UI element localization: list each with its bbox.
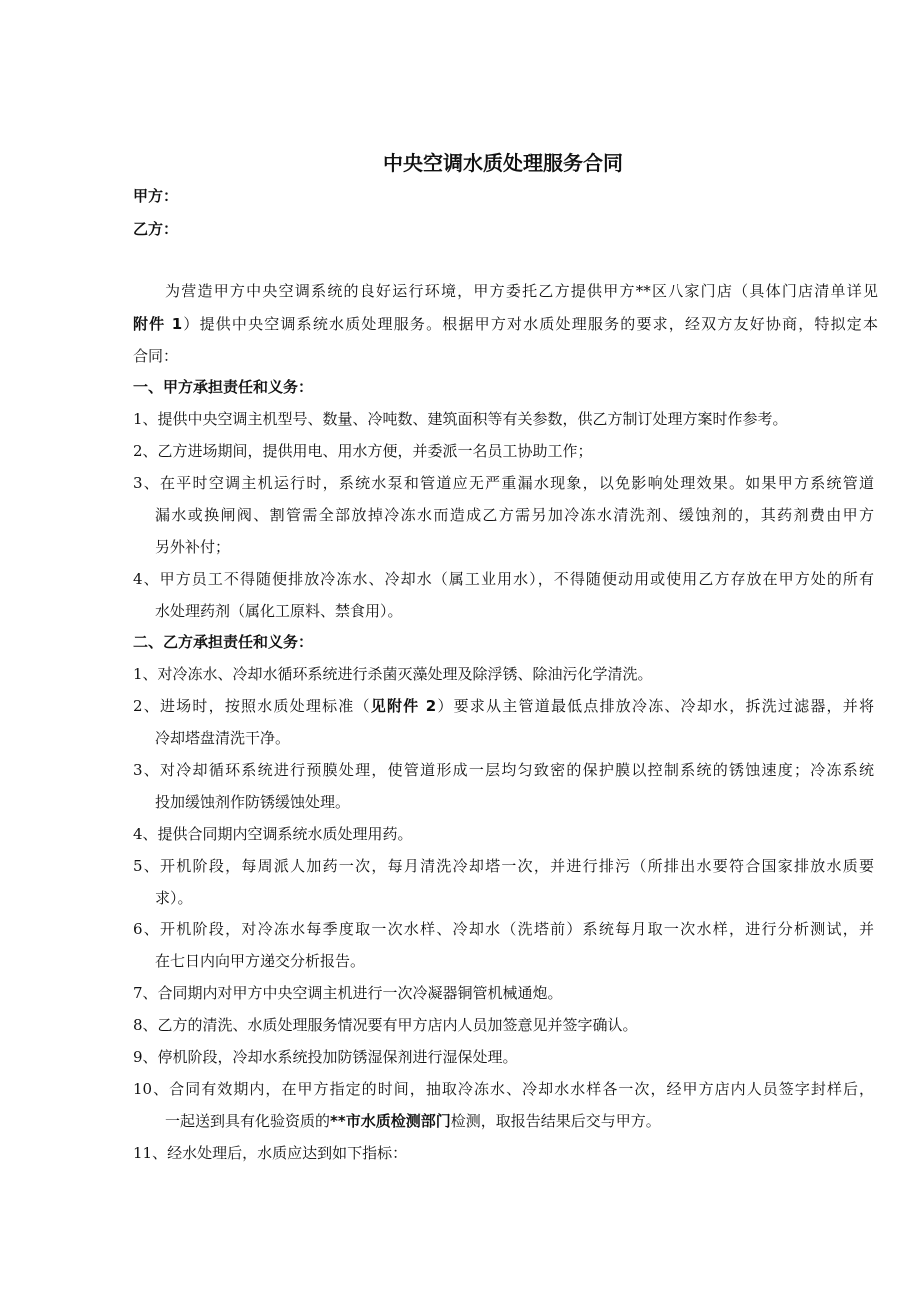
party-b-label: 乙方： bbox=[133, 220, 179, 238]
s2-item-3-line-2: 投加缓蚀剂作防锈缓蚀处理。 bbox=[155, 793, 351, 811]
s2-item-5-line-2: 求）。 bbox=[155, 889, 193, 907]
s2-item-10-text-b: 检测，取报告结果后交与甲方。 bbox=[450, 1112, 661, 1130]
s2-item-4: 4、提供合同期内空调系统水质处理用药。 bbox=[133, 825, 413, 843]
s2-item-6-line-1: 6、开机阶段，对冷冻水每季度取一次水样、冷却水（洗塔前）系统每月取一次水样，进行分析测试，并 bbox=[133, 920, 874, 938]
s2-item-10-line-2 bbox=[165, 1110, 661, 1131]
s1-item-3-line-1: 3、在平时空调主机运行时，系统水泵和管道应无严重漏水现象，以免影响处理效果。如果甲方系统管道 bbox=[133, 474, 874, 492]
s1-item-3-line-3: 另外补付； bbox=[155, 538, 231, 556]
s2-item-10-text-a: 一起送到具有化验资质的 bbox=[165, 1112, 331, 1130]
s2-item-2-line-2: 冷却塔盘清洗干净。 bbox=[155, 729, 291, 747]
s1-item-3-line-2: 漏水或换闸阀、割管需全部放掉冷冻水而造成乙方需另加冷冻水清洗剂、缓蚀剂的，其药剂费由甲方 bbox=[155, 506, 874, 524]
s1-item-4-line-2: 水处理药剂（属化工原料、禁食用）。 bbox=[155, 602, 403, 620]
s2-item-5-line-1: 5、开机阶段，每周派人加药一次，每月清洗冷却塔一次，并进行排污（所排出水要符合国家排放水质要 bbox=[133, 857, 874, 875]
s2-item-8: 8、乙方的清洗、水质处理服务情况要有甲方店内人员加签意见并签字确认。 bbox=[133, 1016, 638, 1034]
intro-line-2 bbox=[133, 313, 878, 334]
s2-item-10-line-1: 10、合同有效期内，在甲方指定的时间，抽取冷冻水、冷却水水样各一次，经甲方店内人员签字封样后， bbox=[133, 1080, 874, 1098]
intro-line-3: 合同： bbox=[133, 347, 179, 365]
s1-item-2: 2、乙方进场期间，提供用电、用水方便，并委派一名员工协助工作； bbox=[133, 442, 593, 460]
s2-item-2-text-b: ）要求从主管道最低点排放冷冻、冷却水，拆洗过滤器，并将 bbox=[436, 697, 874, 715]
s2-item-2-line-1 bbox=[133, 695, 874, 716]
testing-department: **市水质检测部门 bbox=[330, 1112, 451, 1130]
s2-item-6-line-2: 在七日内向甲方递交分析报告。 bbox=[155, 952, 366, 970]
s2-item-9: 9、停机阶段，冷却水系统投加防锈湿保剂进行湿保处理。 bbox=[133, 1048, 518, 1066]
s2-item-1: 1、对冷冻水、冷却水循环系统进行杀菌灭藻处理及除浮锈、除油污化学清洗。 bbox=[133, 665, 653, 683]
intro-line-1: 为营造甲方中央空调系统的良好运行环境，甲方委托乙方提供甲方**区八家门店（具体门店清单详见 bbox=[165, 282, 878, 300]
s1-item-1: 1、提供中央空调主机型号、数量、冷吨数、建筑面积等有关参数，供乙方制订处理方案时作参考。 bbox=[133, 410, 788, 428]
party-a-label: 甲方： bbox=[133, 187, 179, 205]
attachment-1-ref: 附件 1 bbox=[133, 315, 183, 333]
s2-item-2-text-a: 2、进场时，按照水质处理标准（ bbox=[133, 697, 371, 715]
attachment-2-ref: 见附件 2 bbox=[370, 697, 437, 715]
s1-item-4-line-1: 4、甲方员工不得随便排放冷冻水、冷却水（属工业用水），不得随便动用或使用乙方存放在甲方处的所有 bbox=[133, 570, 874, 588]
contract-title: 中央空调水质处理服务合同 bbox=[383, 151, 623, 175]
s2-item-3-line-1: 3、对冷却循环系统进行预膜处理，使管道形成一层均匀致密的保护膜以控制系统的锈蚀速度；冷冻系统 bbox=[133, 761, 874, 779]
s2-item-11: 11、经水处理后，水质应达到如下指标： bbox=[133, 1144, 408, 1162]
intro-line-2-text: ）提供中央空调系统水质处理服务。根据甲方对水质处理服务的要求，经双方友好协商，特拟定本 bbox=[182, 315, 878, 333]
section-1-heading: 一、甲方承担责任和义务： bbox=[133, 378, 314, 396]
s2-item-7: 7、合同期内对甲方中央空调主机进行一次冷凝器铜管机械通炮。 bbox=[133, 984, 563, 1002]
section-2-heading: 二、乙方承担责任和义务： bbox=[133, 633, 314, 651]
